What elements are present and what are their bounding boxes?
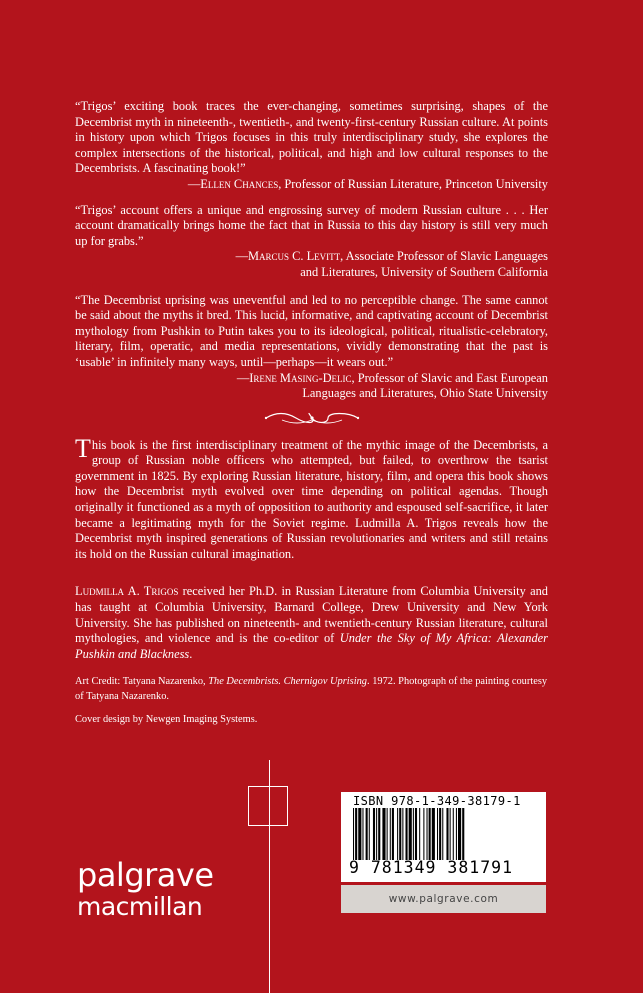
publisher-logo-line1: palgrave [77, 856, 214, 894]
art-credit [75, 674, 548, 704]
barcode-number: 9 781349 381791 [349, 858, 514, 877]
isbn-label: ISBN 978-1-349-38179-1 [353, 794, 521, 808]
art-credit-suffix: . 1972. Photograph of the painting courtesy of Tatyana Nazarenko. [75, 676, 548, 703]
book-description [75, 433, 548, 563]
author-bio [75, 584, 548, 662]
endorsement-attribution-3 [75, 371, 548, 387]
artwork-title: The Decembrists. Chernigov Uprising [208, 676, 367, 688]
flourish-ornament-icon [262, 410, 362, 426]
endorser-role-3: , Professor of Slavic and East European [351, 370, 548, 385]
description-text: his book is the first interdisciplinary treatment of the mythic image of the Decembrists, a group of Russian noble officers who attempted, but failed, to overthrow the tsarist government in 1825. By exploring Russian literature, history, film, and opera this book shows how the Decembrist myth evolved over time depending on political agendas. Though originally it functioned as a myth of opposition to authority and espoused self-sacrifice, it later became a legitimating myth for the Soviet regime. Ludmilla A. Trigos reveals how the Decembrist myth inspired generations of Russian revolutionaries and writers and still retains its hold on the Russian cultural imagination. [75, 437, 548, 561]
endorsement-attribution-1 [75, 177, 548, 193]
endorser-name-3: —Irene Masing-Delic [236, 370, 352, 385]
isbn-barcode [341, 792, 546, 882]
art-credit-prefix: Art Credit: Tatyana Nazarenko, [75, 676, 209, 688]
dropcap-letter: T [75, 433, 91, 463]
co-edited-book-title: Under the Sky of My Africa: Alexander Pushkin and Blackness [75, 631, 548, 661]
endorsement-quote-2: “Trigos’ account offers a unique and engrossing survey of modern Russian culture . . . Her account dramatically brings home the fact that in Russia to this day history is still very much up for grabs.” [75, 202, 548, 248]
endorser-name-1: —Ellen Chances [187, 176, 279, 191]
endorsement-quote-1: “Trigos’ exciting book traces the ever-changing, sometimes surprising, shapes of the Decembrist myth in nineteenth-, twentieth-, and twenty-first-century Russian culture. At points in history upon which Trigos focuses in this truly interdisciplinary study, she explores the complex intersections of the historical, political, and high and low cultural responses to the Decembrists. A fascinating book!” [75, 99, 548, 176]
text-column [75, 99, 548, 727]
author-name: Ludmilla A. Trigos [75, 584, 179, 599]
bio-end: . [189, 646, 193, 661]
bio-text: received her Ph.D. in Russian Literature from Columbia University and has taught at Columbia University, Barnard College, Drew University and New York University. She has published on nineteenth- and twentieth-century Russian literature, cultural mythologies, and violence and is the co-editor of [75, 584, 548, 646]
endorsement-quote-3: “The Decembrist uprising was uneventful and led to no perceptible change. The same cannot be said about the myths it bred. This lucid, informative, and captivating account of Decembrist mythology from Pushkin to Putin takes you to its ideological, political, ritualistic-celebratory, literary, film, operatic, and media representations, vividly demonstrating that the past is ‘usable’ in infinitely many ways, until—perhaps—it wears out.” [75, 292, 548, 369]
decorative-square [248, 786, 288, 826]
endorsement-attribution-2 [75, 249, 548, 265]
cover-design-credit: Cover design by Newgen Imaging Systems. [75, 714, 258, 726]
endorsement-attribution-2-line2: and Literatures, University of Southern California [300, 264, 548, 279]
endorser-role-2: , Associate Professor of Slavic Languages [340, 249, 548, 264]
endorsement-attribution-3-line2: Languages and Literatures, Ohio State University [302, 386, 548, 401]
endorser-name-2: —Marcus C. Levitt [235, 249, 341, 264]
endorser-role-1: , Professor of Russian Literature, Princeton University [278, 176, 548, 191]
publisher-logo-line2: macmillan [77, 892, 203, 921]
publisher-url: www.palgrave.com [341, 885, 546, 913]
barcode-bars-icon [353, 808, 534, 860]
